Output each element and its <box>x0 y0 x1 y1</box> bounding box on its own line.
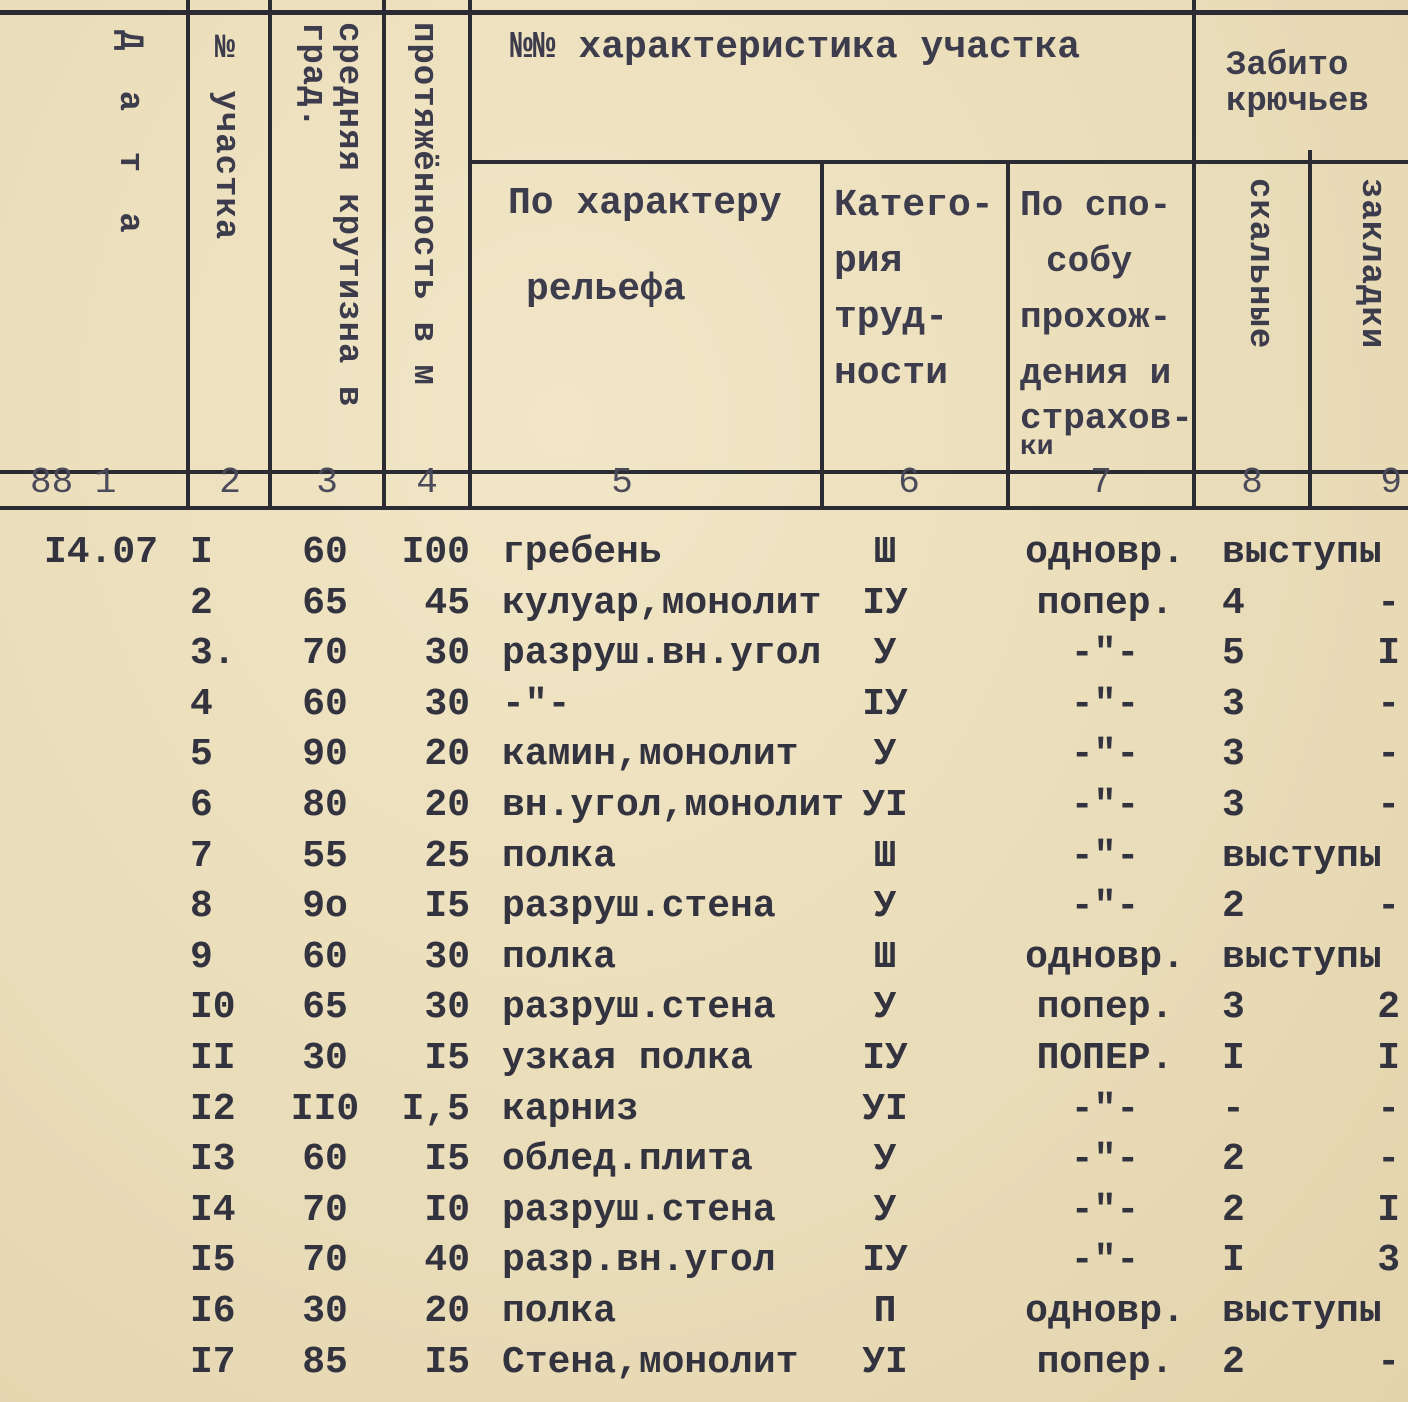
nuts-cell: - <box>1377 582 1400 625</box>
category-cell: Ш <box>873 936 897 979</box>
colnum-5: 5 <box>611 462 633 503</box>
method-cell: -"- <box>1070 632 1140 675</box>
colnum-7: 7 <box>1090 462 1112 503</box>
section-cell: I5 <box>190 1239 236 1282</box>
date-cell <box>44 579 174 629</box>
header-group-characteristic: №№ характеристика участка <box>510 26 1081 69</box>
angle-cell: 70 <box>302 632 348 675</box>
length-cell: I,5 <box>401 1088 470 1131</box>
nuts-cell: - <box>1377 1138 1400 1181</box>
category-cell: У <box>873 1138 897 1181</box>
section-cell: I7 <box>190 1341 236 1384</box>
date-cell: I4.07 <box>44 531 159 574</box>
rock-cell: - <box>1222 1088 1245 1131</box>
category-cell: У <box>873 733 897 776</box>
method-cell: -"- <box>1070 1088 1140 1131</box>
length-cell: I0 <box>424 1189 470 1232</box>
method-cell: -"- <box>1070 835 1140 878</box>
method-cell: ПОПЕР. <box>1036 1037 1174 1080</box>
relief-cell: полка <box>502 1290 617 1333</box>
length-cell: 30 <box>424 986 470 1029</box>
date-cell <box>44 1287 174 1337</box>
date-cell <box>44 629 174 679</box>
date-cell <box>44 1034 174 1084</box>
date-cell <box>44 1186 174 1236</box>
angle-cell: 65 <box>302 986 348 1029</box>
method-cell: -"- <box>1070 733 1140 776</box>
relief-cell: разруш.стена <box>502 885 776 928</box>
nuts-cell: - <box>1377 733 1400 776</box>
vrule-1 <box>186 0 190 508</box>
vrule-3 <box>382 0 386 508</box>
angle-cell: II0 <box>290 1088 360 1131</box>
category-cell: УI <box>862 1341 908 1384</box>
relief-cell: гребень <box>502 531 662 574</box>
length-cell: I5 <box>424 1037 470 1080</box>
method-cell: -"- <box>1070 683 1140 726</box>
relief-cell: -"- <box>502 683 571 726</box>
method-cell: одновр. <box>1025 936 1185 979</box>
date-cell <box>44 983 174 1033</box>
length-cell: 45 <box>424 582 470 625</box>
rock-cell: 2 <box>1222 1341 1245 1384</box>
date-cell <box>44 882 174 932</box>
relief-cell: облед.плита <box>502 1138 753 1181</box>
angle-cell: 30 <box>302 1290 348 1333</box>
colnum-9: 9 <box>1380 462 1402 503</box>
date-cell <box>44 1135 174 1185</box>
section-cell: 4 <box>190 683 213 726</box>
relief-cell: разр.вн.угол <box>502 1239 776 1282</box>
header-angle: средняя крутизна в град. <box>293 22 367 408</box>
category-cell: IУ <box>862 582 908 625</box>
section-cell: I <box>190 531 213 574</box>
colnum-8: 8 <box>1241 462 1263 503</box>
header-category: Катего- рия труд- ности <box>834 184 994 395</box>
relief-cell: полка <box>502 835 617 878</box>
length-cell: 20 <box>424 733 470 776</box>
rock-cell: выступы <box>1222 835 1382 878</box>
header-group-pitons: Забито крючьев <box>1226 47 1369 121</box>
colnum-2: 2 <box>219 462 241 503</box>
relief-cell: узкая полка <box>502 1037 753 1080</box>
top-rule <box>0 10 1408 15</box>
category-cell: IУ <box>862 683 908 726</box>
angle-cell: 85 <box>302 1341 348 1384</box>
section-cell: I6 <box>190 1290 236 1333</box>
header-nuts: закладки <box>1352 178 1390 350</box>
rock-cell: 3 <box>1222 683 1245 726</box>
nuts-cell: - <box>1377 784 1400 827</box>
method-cell: попер. <box>1036 1341 1174 1384</box>
rock-cell: 2 <box>1222 1138 1245 1181</box>
rock-cell: выступы <box>1222 531 1382 574</box>
section-cell: 5 <box>190 733 213 776</box>
vrule-4 <box>468 0 472 508</box>
rock-cell: 2 <box>1222 1189 1245 1232</box>
header-date: Д а т а <box>110 30 148 243</box>
rock-cell: I <box>1222 1037 1245 1080</box>
relief-cell: кулуар,монолит <box>502 582 822 625</box>
vrule-5 <box>820 162 824 508</box>
vrule-2 <box>268 0 272 508</box>
header-length: протяжённость в м <box>404 22 442 386</box>
angle-cell: 60 <box>302 1138 348 1181</box>
angle-cell: 80 <box>302 784 348 827</box>
header-section: № участка <box>206 30 244 241</box>
colnum-1: 88 1 <box>30 462 117 503</box>
rock-cell: 3 <box>1222 986 1245 1029</box>
nuts-cell: I <box>1377 1037 1400 1080</box>
angle-cell: 60 <box>302 683 348 726</box>
date-cell <box>44 730 174 780</box>
angle-cell: 70 <box>302 1239 348 1282</box>
category-cell: УI <box>862 1088 908 1131</box>
method-cell: попер. <box>1036 986 1174 1029</box>
date-cell <box>44 1338 174 1388</box>
method-cell: -"- <box>1070 1138 1140 1181</box>
header-relief: По характеру рельефа <box>508 182 782 311</box>
length-cell: 20 <box>424 784 470 827</box>
nuts-cell: - <box>1377 1088 1400 1131</box>
vrule-8 <box>1308 150 1312 508</box>
length-cell: 20 <box>424 1290 470 1333</box>
method-cell: -"- <box>1070 1239 1140 1282</box>
nuts-cell: I <box>1377 632 1400 675</box>
relief-cell: полка <box>502 936 617 979</box>
angle-cell: 65 <box>302 582 348 625</box>
section-cell: 3. <box>190 632 236 675</box>
angle-cell: 9o <box>302 885 348 928</box>
nuts-cell: I <box>1377 1189 1400 1232</box>
angle-cell: 60 <box>302 936 348 979</box>
category-cell: Ш <box>873 835 897 878</box>
section-cell: 9 <box>190 936 213 979</box>
category-cell: IУ <box>862 1037 908 1080</box>
date-cell <box>44 680 174 730</box>
colnum-6: 6 <box>898 462 920 503</box>
relief-cell: карниз <box>502 1088 639 1131</box>
date-cell <box>44 1085 174 1135</box>
section-cell: I0 <box>190 986 236 1029</box>
section-cell: I2 <box>190 1088 236 1131</box>
rock-cell: 3 <box>1222 733 1245 776</box>
nuts-cell: - <box>1377 885 1400 928</box>
date-cell <box>44 781 174 831</box>
length-cell: I5 <box>424 1138 470 1181</box>
header-method: По спо- собу прохож- дения и страхов- ки <box>1020 185 1193 463</box>
section-cell: 7 <box>190 835 213 878</box>
length-cell: 25 <box>424 835 470 878</box>
category-cell: УI <box>862 784 908 827</box>
section-cell: I3 <box>190 1138 236 1181</box>
method-cell: одновр. <box>1025 1290 1185 1333</box>
section-cell: 6 <box>190 784 213 827</box>
section-cell: I4 <box>190 1189 236 1232</box>
relief-cell: разруш.стена <box>502 986 776 1029</box>
rock-cell: 3 <box>1222 784 1245 827</box>
rock-cell: выступы <box>1222 1290 1382 1333</box>
angle-cell: 30 <box>302 1037 348 1080</box>
method-cell: -"- <box>1070 784 1140 827</box>
section-cell: II <box>190 1037 236 1080</box>
nuts-cell: - <box>1377 683 1400 726</box>
angle-cell: 60 <box>302 531 348 574</box>
category-cell: У <box>873 986 897 1029</box>
nuts-cell: 3 <box>1377 1239 1400 1282</box>
angle-cell: 70 <box>302 1189 348 1232</box>
length-cell: 30 <box>424 683 470 726</box>
length-cell: 30 <box>424 632 470 675</box>
header-rock: скальные <box>1240 178 1278 350</box>
length-cell: 40 <box>424 1239 470 1282</box>
method-cell: -"- <box>1070 885 1140 928</box>
length-cell: I00 <box>401 531 470 574</box>
relief-cell: разруш.стена <box>502 1189 776 1232</box>
length-cell: 30 <box>424 936 470 979</box>
section-cell: 2 <box>190 582 213 625</box>
relief-cell: Стена,монолит <box>502 1341 799 1384</box>
rock-cell: выступы <box>1222 936 1382 979</box>
category-cell: IУ <box>862 1239 908 1282</box>
relief-cell: вн.угол,монолит <box>502 784 845 827</box>
date-cell <box>44 933 174 983</box>
nuts-cell: - <box>1377 1341 1400 1384</box>
date-cell <box>44 832 174 882</box>
date-cell <box>44 1236 174 1286</box>
method-cell: одновр. <box>1025 531 1185 574</box>
method-cell: попер. <box>1036 582 1174 625</box>
rock-cell: 5 <box>1222 632 1245 675</box>
length-cell: I5 <box>424 1341 470 1384</box>
category-cell: Ш <box>873 531 897 574</box>
nuts-cell: 2 <box>1377 986 1400 1029</box>
group-rule <box>470 160 1408 164</box>
relief-cell: камин,монолит <box>502 733 799 776</box>
colnum-3: 3 <box>316 462 338 503</box>
section-cell: 8 <box>190 885 213 928</box>
colnum-4: 4 <box>416 462 438 503</box>
numbers-bottom-rule <box>0 506 1408 510</box>
category-cell: У <box>873 885 897 928</box>
length-cell: I5 <box>424 885 470 928</box>
category-cell: У <box>873 1189 897 1232</box>
rock-cell: 4 <box>1222 582 1245 625</box>
relief-cell: разруш.вн.угол <box>502 632 822 675</box>
category-cell: П <box>873 1290 897 1333</box>
angle-cell: 55 <box>302 835 348 878</box>
category-cell: У <box>873 632 897 675</box>
rock-cell: 2 <box>1222 885 1245 928</box>
method-cell: -"- <box>1070 1189 1140 1232</box>
rock-cell: I <box>1222 1239 1245 1282</box>
angle-cell: 90 <box>302 733 348 776</box>
